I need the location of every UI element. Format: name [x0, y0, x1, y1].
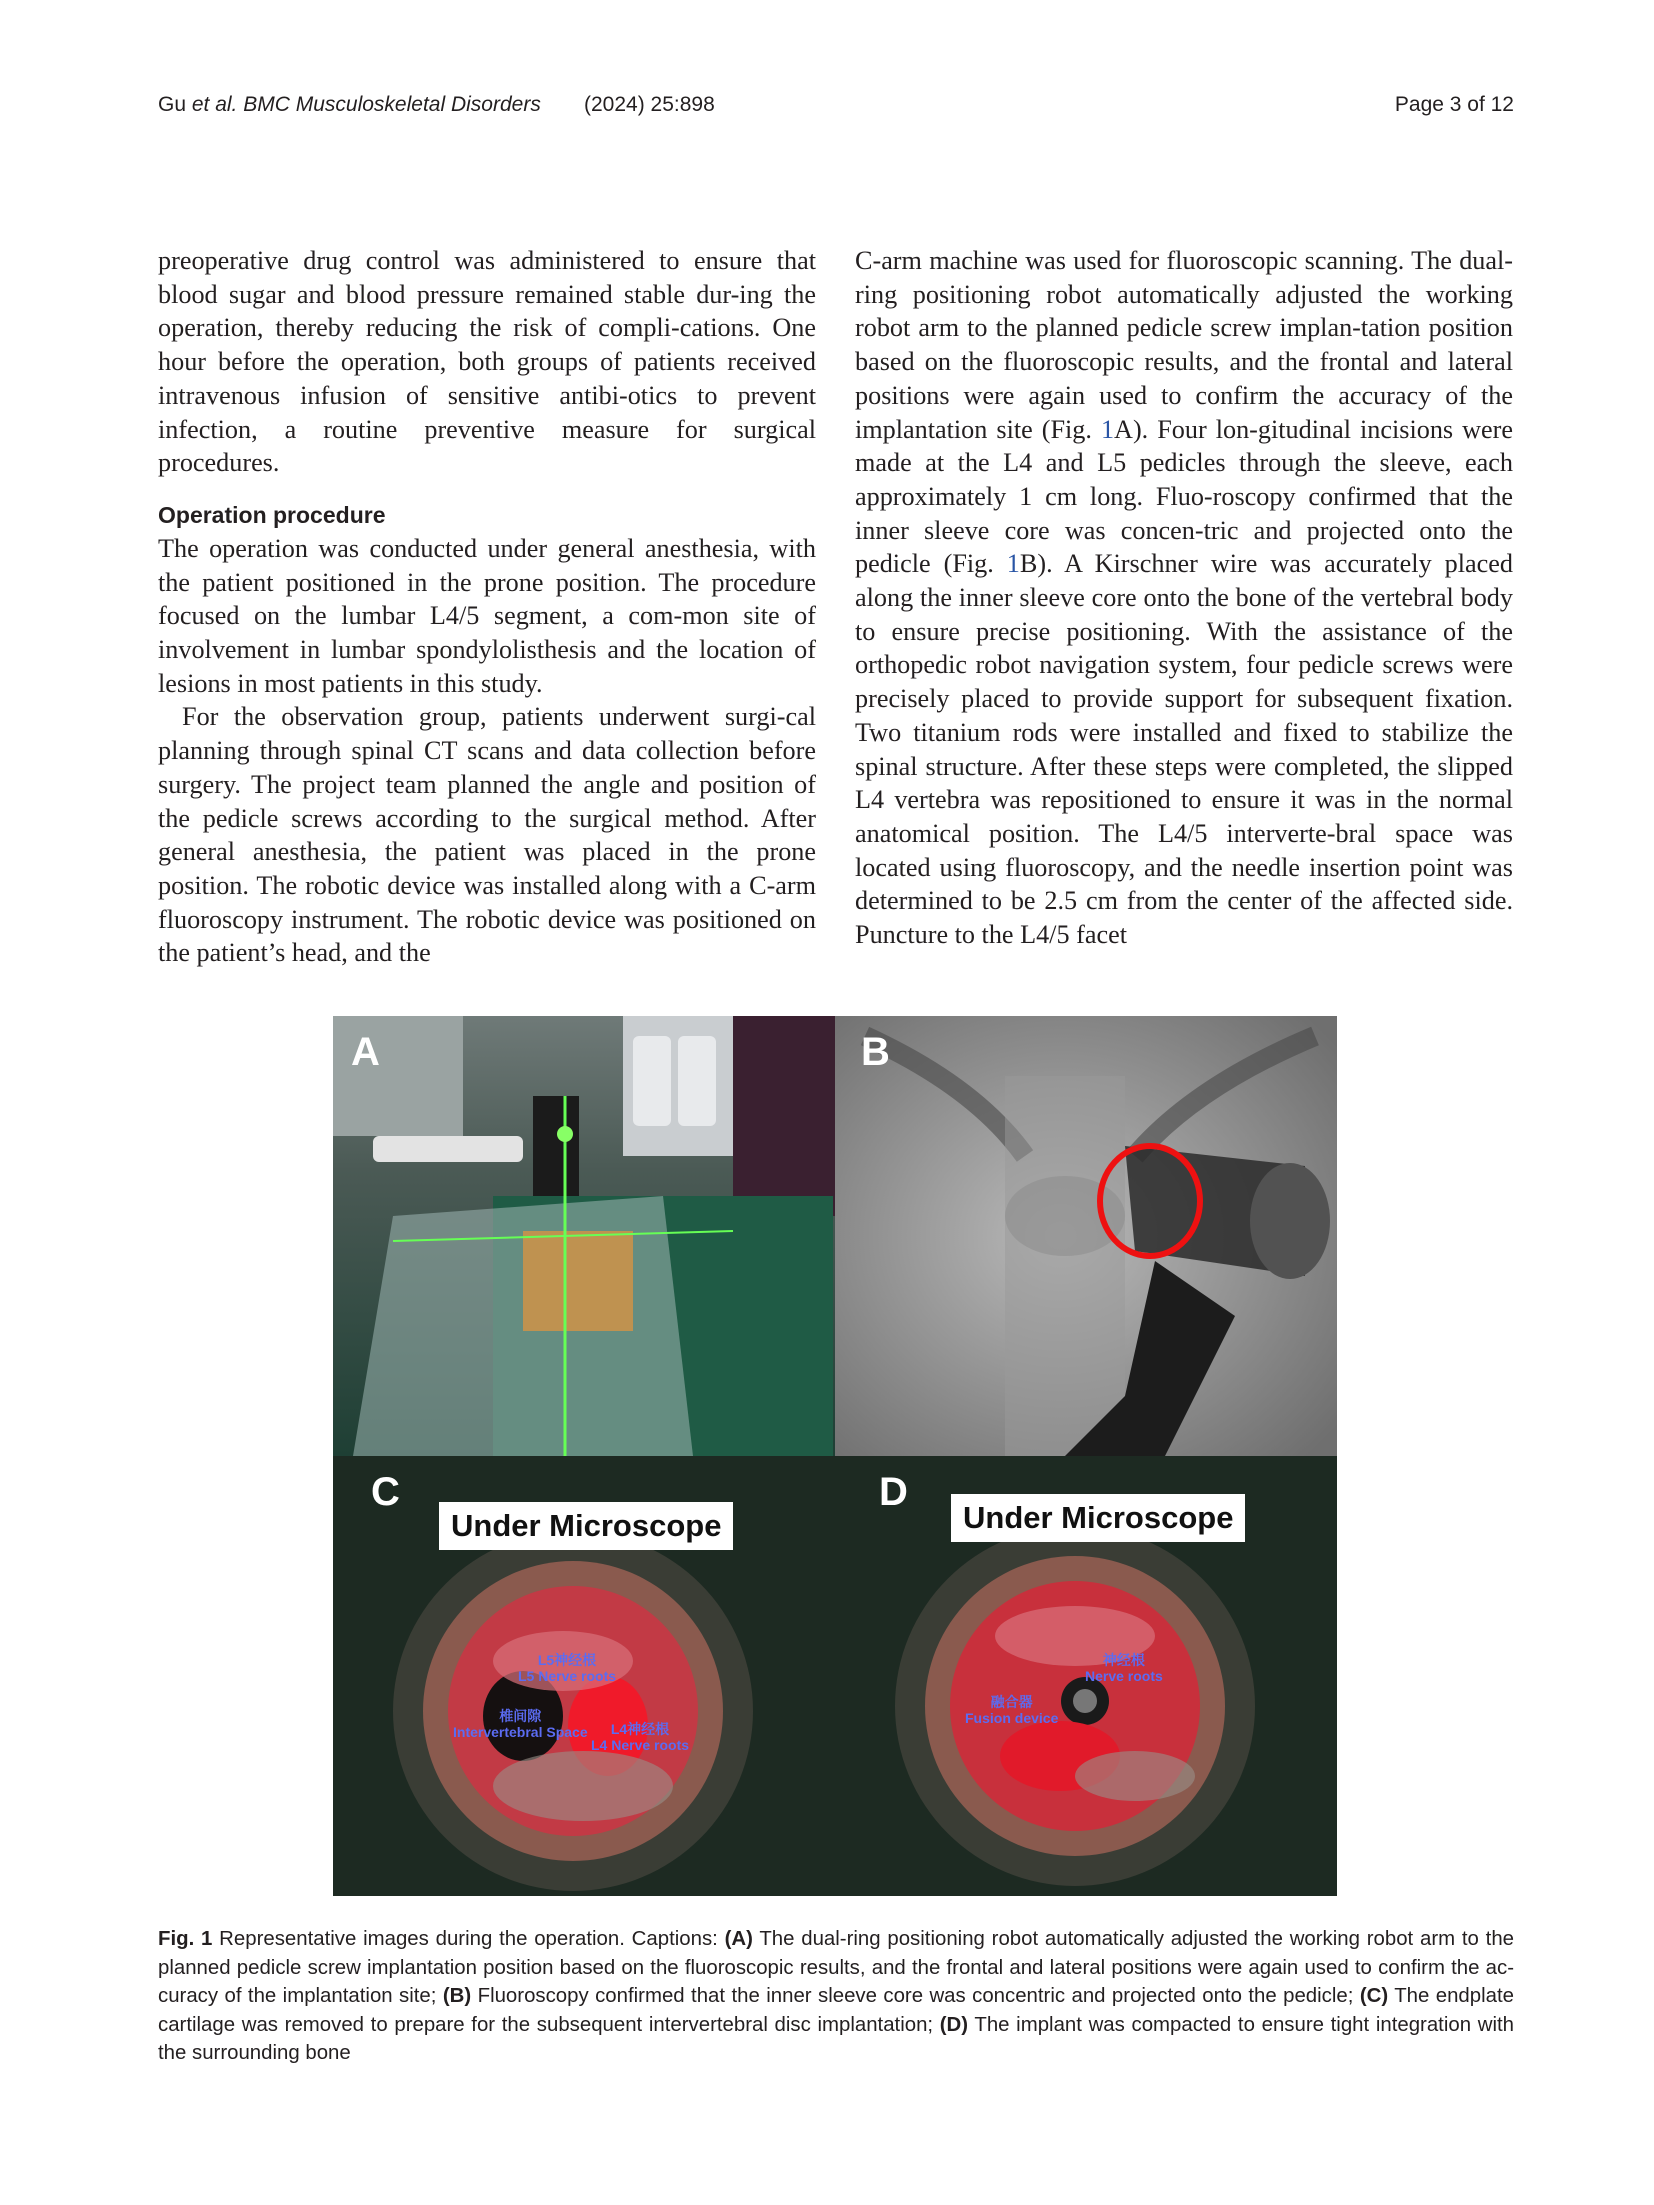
- journal-citation: [158, 93, 541, 117]
- et-al: et al.: [191, 93, 238, 116]
- annotation-text: 神经根: [1102, 1652, 1145, 1668]
- panel-a-operating-room-photo: [333, 1016, 835, 1456]
- annotation-text: 融合器: [990, 1694, 1033, 1710]
- volume-info: (2024) 25:898: [584, 93, 715, 116]
- caption-text: Representative images during the operation. Captions:: [219, 1928, 725, 1950]
- caption-tag: (A): [724, 1928, 753, 1950]
- figure-reference-link[interactable]: 1: [1100, 414, 1115, 444]
- microscope-label: Under Microscope: [439, 1502, 733, 1550]
- caption-tag: (C): [1359, 1985, 1389, 2008]
- panel-d-microscope: [835, 1456, 1337, 1896]
- annotation-l4-nerve-roots: [591, 1721, 689, 1753]
- figure-caption: [158, 1925, 1514, 2068]
- left-column: [158, 244, 816, 970]
- annotation-text: Fusion device: [965, 1710, 1059, 1726]
- annotation-text: 椎间隙: [499, 1708, 542, 1724]
- paragraph-preop: preoperative drug control was administered to ensure that blood sugar and blood pressure remained stable dur-ing the operation, thereby reducing the risk of compli-cations. One hour before the operation, both groups of patients received intravenous infusion of sensitive antibi-otics to prevent infection, a routine preventive measure for surgical procedures.: [158, 246, 816, 478]
- paragraph-observation-group: For the observation group, patients underwent surgi-cal planning through spinal CT scans and data collection before surgery. The project team planned the angle and position of the pedicle screws according to the surgical method. After general anesthesia, the patient was placed in the prone position. The robotic device was installed along with a C-arm fluoroscopy instrument. The robotic device was positioned on the patient’s head, and the: [158, 702, 816, 968]
- panel-letter: B: [861, 1030, 890, 1074]
- annotation-text: L5神经根: [537, 1652, 597, 1668]
- annotation-text: L4 Nerve roots: [591, 1737, 690, 1753]
- annotation-l5-nerve-roots: [518, 1652, 616, 1684]
- annotation-intervertebral-space: [453, 1708, 588, 1740]
- right-column: [855, 244, 1513, 952]
- figure-1: [333, 1016, 1337, 1896]
- annotation-text: Nerve roots: [1085, 1668, 1163, 1684]
- annotation-fusion-device: [965, 1694, 1058, 1726]
- text-segment: B). A Kirschner wire was accurately placed along the inner sleeve core onto the bone of the vertebral body to ensure precise positioning. With the assistance of the orthopedic robot navigation system, four pedicle screws were precisely placed to provide support for subsequent fixation. Two titanium rods were installed and fixed to stabilize the spinal structure. After these steps were completed, the slipped L4 vertebra was repositioned to ensure it was in the normal anatomical position. The L4/5 interverte-bral space was located using fluoroscopy, and the needle insertion point was determined to be 2.5 cm from the center of the affected side. Puncture to the L4/5 facet: [855, 549, 1513, 950]
- annotation-text: L5 Nerve roots: [518, 1668, 617, 1684]
- text-segment: A). Four lon-gitudinal incisions were made at the L4 and L5 pedicles through the sleeve, each approximately 1 cm long. Fluo-roscopy confirmed that the inner sleeve core was concen-tric and projected onto the pedicle (Fig.: [855, 414, 1513, 579]
- caption-tag: (B): [442, 1985, 472, 2008]
- panel-letter: D: [879, 1470, 908, 1514]
- caption-text: The implant was compacted to ensure tight integration with the surrounding bone: [158, 2013, 1514, 2065]
- author-name: Gu: [158, 93, 187, 116]
- caption-text: Fluoroscopy confirmed that the inner sleeve core was concentric and projected onto the pedicle;: [471, 1985, 1360, 2008]
- figure-reference-link[interactable]: 1: [1006, 549, 1020, 579]
- annotation-nerve-roots: [1085, 1652, 1163, 1684]
- section-heading: Operation procedure: [158, 501, 386, 528]
- panel-letter: C: [371, 1470, 400, 1514]
- running-header: [158, 93, 1514, 123]
- panel-c-microscope: [333, 1456, 835, 1896]
- paragraph-operation: The operation was conducted under general anesthesia, with the patient positioned in the prone position. The procedure focused on the lumbar L4/5 segment, a com-mon site of involvement in lumbar spondylolisthesis and the location of lesions in most patients in this study.: [158, 533, 816, 698]
- microscope-label: Under Microscope: [951, 1494, 1245, 1542]
- caption-text: The endplate cartilage was removed to prepare for the subsequent intervertebral disc implantation;: [158, 1985, 1514, 2036]
- text-segment: C-arm machine was used for fluoroscopic scanning. The dual-ring positioning robot automatically adjusted the working robot arm to the planned pedicle screw implan-tation position based on the fluoroscopic results, and the frontal and lateral positions were again used to confirm the accuracy of the implantation site (Fig.: [855, 246, 1513, 444]
- panel-letter: A: [351, 1030, 380, 1074]
- annotation-text: Intervertebral Space: [453, 1724, 588, 1740]
- caption-tag: (D): [939, 2013, 969, 2036]
- paragraph-carm: [855, 244, 1513, 952]
- page-number: Page 3 of 12: [1394, 93, 1514, 116]
- annotation-text: L4神经根: [610, 1721, 670, 1737]
- figure-label: Fig. 1: [158, 1928, 213, 1950]
- journal-name: BMC Musculoskeletal Disorders: [243, 93, 541, 116]
- panel-b-fluoroscopy: [835, 1016, 1337, 1456]
- caption-text: The dual-ring positioning robot automatically adjusted the working robot arm to the planned pedicle screw implantation position based on the fluoroscopic results, and the frontal and lateral positions were again used to confirm the ac-curacy of the implantation site;: [158, 1928, 1515, 2008]
